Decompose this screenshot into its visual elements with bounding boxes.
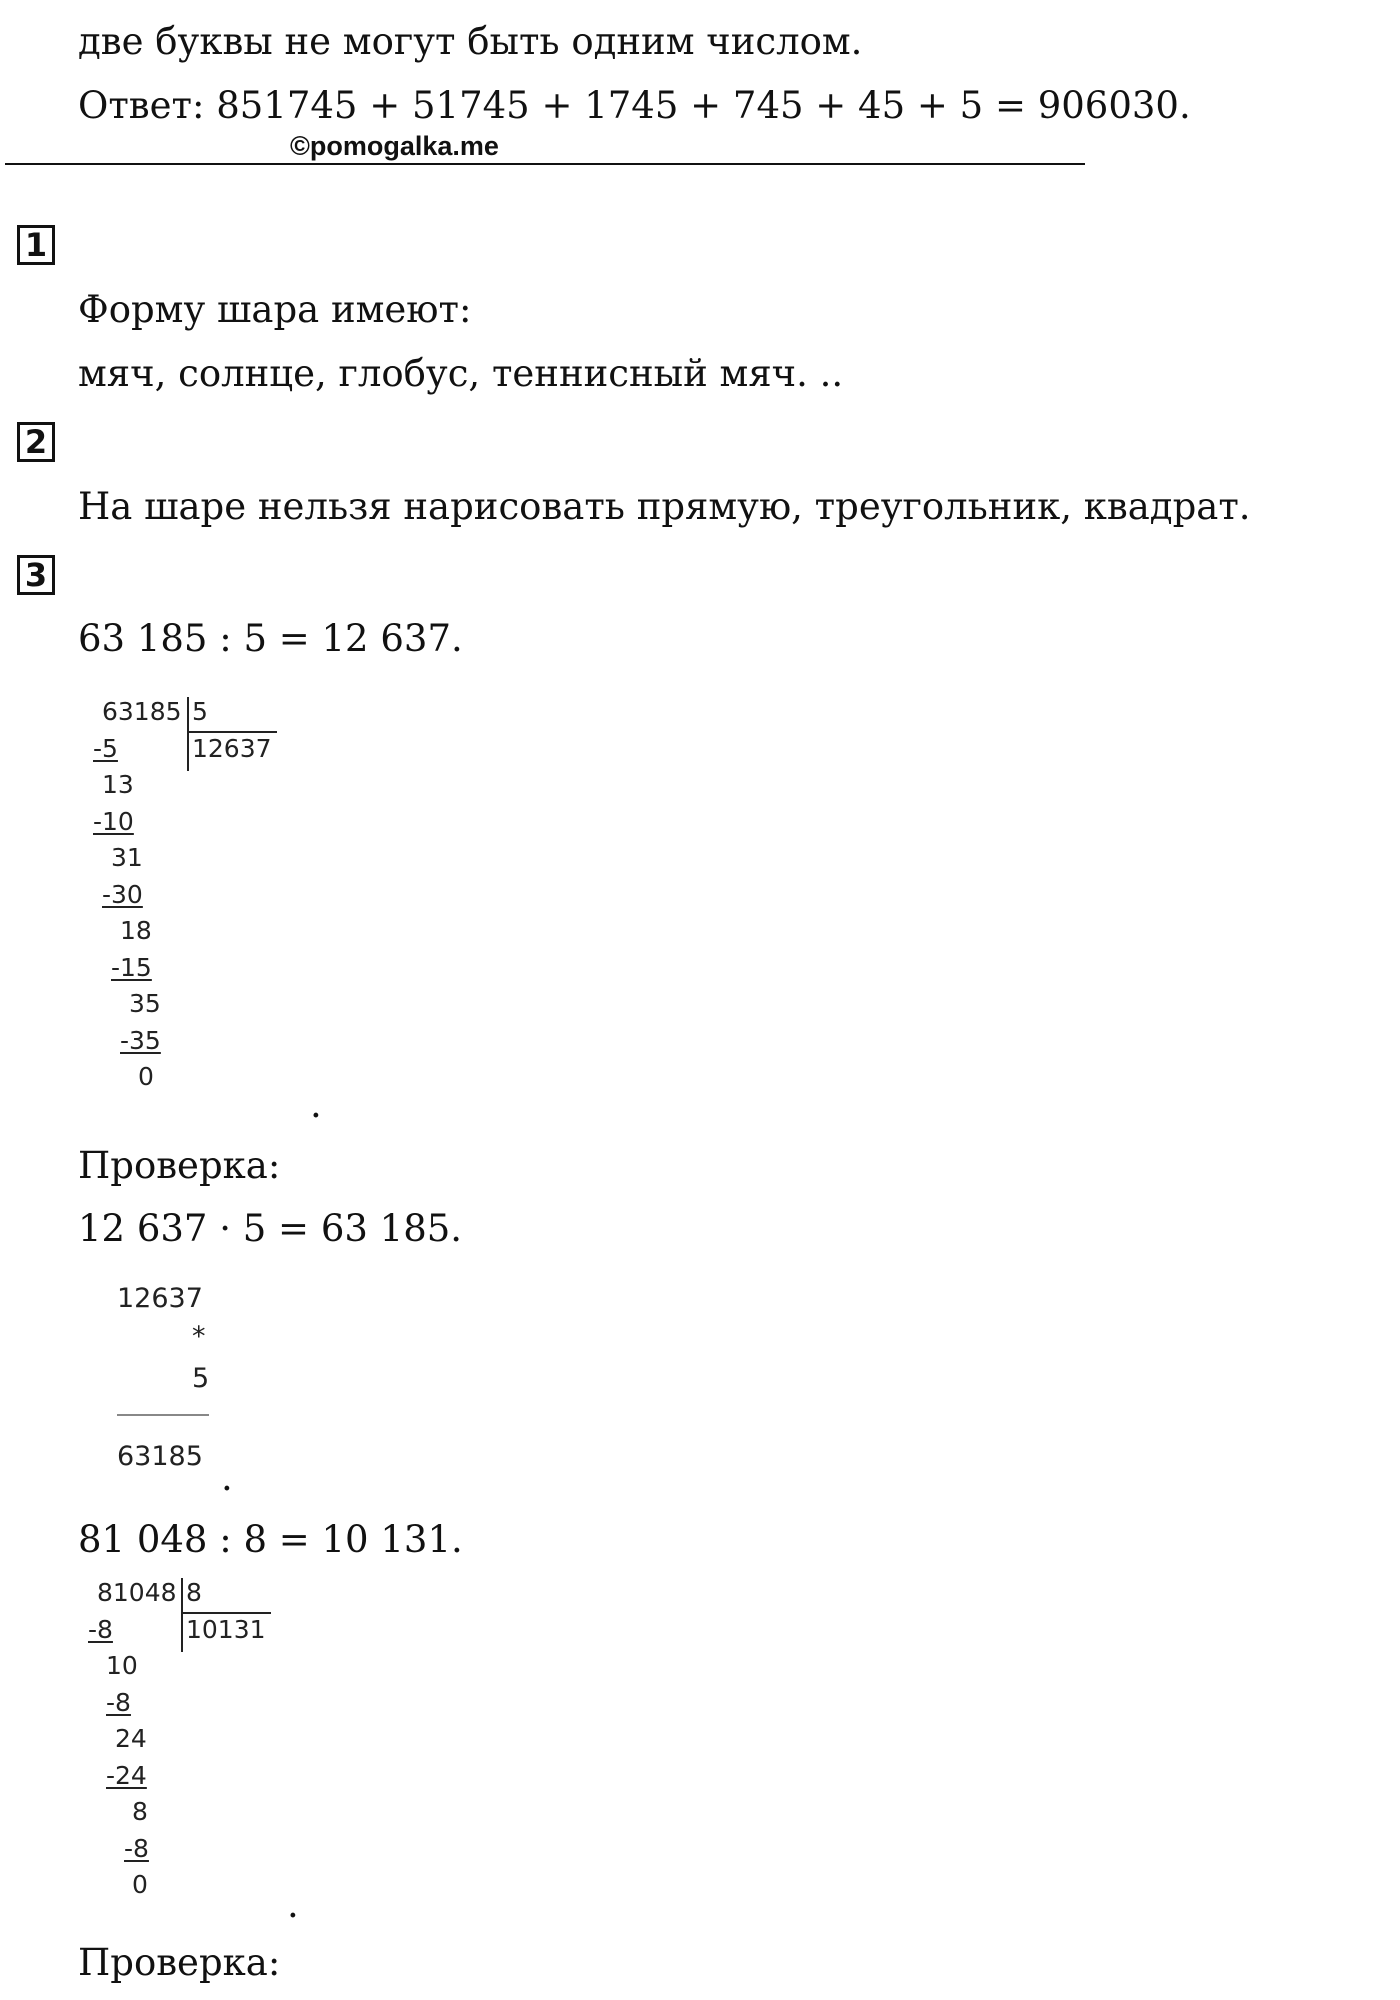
step-remainder: 8 xyxy=(132,1797,148,1826)
step-subtract: -24 xyxy=(106,1761,147,1790)
quotient: 12637 xyxy=(192,734,272,763)
divisor: 5 xyxy=(192,697,208,726)
trailing-dot: . xyxy=(221,1456,233,1499)
step-remainder: 10 xyxy=(106,1651,138,1680)
step-subtract: -8 xyxy=(106,1688,131,1717)
product: 63185 xyxy=(117,1441,203,1472)
text-line-conclusion: две буквы не могут быть одним числом. xyxy=(78,20,863,63)
multiplier: 5 xyxy=(192,1363,210,1394)
multiplicand: 12637 xyxy=(117,1283,203,1314)
task-number-2: 2 xyxy=(17,422,55,462)
step-subtract: -30 xyxy=(102,880,143,909)
division-vertical-bar xyxy=(181,1578,183,1652)
dividend: 81048 xyxy=(97,1578,177,1607)
task1-line1: Форму шара имеют: xyxy=(78,288,472,331)
task-number-1: 1 xyxy=(17,225,55,265)
division-vertical-bar xyxy=(187,697,189,771)
step-remainder: 0 xyxy=(138,1062,154,1091)
watermark: ©pomogalka.me xyxy=(290,131,499,161)
step-subtract: -5 xyxy=(93,734,118,763)
dividend: 63185 xyxy=(102,697,182,726)
step-subtract: -10 xyxy=(93,807,134,836)
check-equation-1: 12 637 · 5 = 63 185. xyxy=(78,1207,463,1250)
product-line xyxy=(117,1414,209,1416)
step-remainder: 18 xyxy=(120,916,152,945)
step-subtract: -35 xyxy=(120,1026,161,1055)
divisor: 8 xyxy=(186,1578,202,1607)
step-remainder: 35 xyxy=(129,989,161,1018)
trailing-dot: . xyxy=(287,1883,299,1926)
check-label-1: Проверка: xyxy=(78,1144,281,1187)
task-number-3: 3 xyxy=(17,555,55,595)
multiply-sign: * xyxy=(192,1321,206,1352)
step-remainder: 0 xyxy=(132,1870,148,1899)
step-remainder: 24 xyxy=(115,1724,147,1753)
trailing-dot: . xyxy=(310,1083,322,1126)
task3-equation-2: 81 048 : 8 = 10 131. xyxy=(78,1518,463,1561)
division-horizontal-bar xyxy=(189,731,277,733)
task2-line1: На шаре нельзя нарисовать прямую, треугольник, квадрат. xyxy=(78,485,1251,528)
section-divider xyxy=(5,163,1085,165)
step-remainder: 31 xyxy=(111,843,143,872)
step-subtract: -8 xyxy=(124,1834,149,1863)
division-horizontal-bar xyxy=(183,1612,271,1614)
step-remainder: 13 xyxy=(102,770,134,799)
answer-line: Ответ: 851745 + 51745 + 1745 + 745 + 45 + 5 = 906030. xyxy=(78,84,1191,127)
task1-line2: мяч, солнце, глобус, теннисный мяч. .. xyxy=(78,352,844,395)
step-subtract: -15 xyxy=(111,953,152,982)
step-subtract: -8 xyxy=(88,1615,113,1644)
quotient: 10131 xyxy=(186,1615,266,1644)
check-label-2: Проверка: xyxy=(78,1941,281,1984)
task3-equation-1: 63 185 : 5 = 12 637. xyxy=(78,617,463,660)
